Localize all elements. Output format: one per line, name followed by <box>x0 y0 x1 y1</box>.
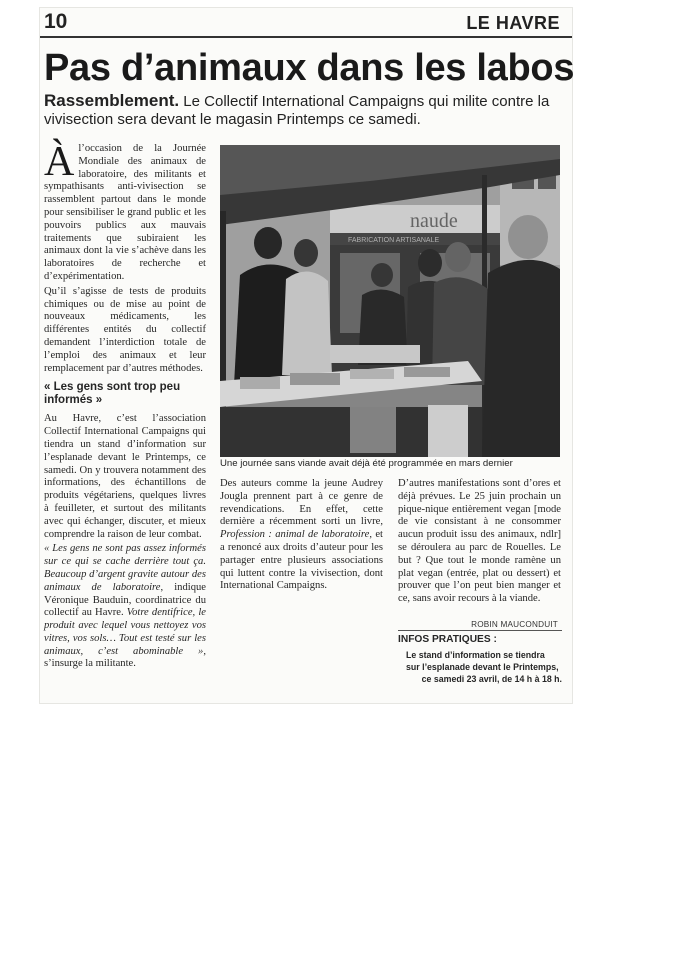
quote-1: « Les gens ne sont pas assez informés sur ce qui se cache derrière tout ça. Beaucoup d’argent gravite autour des animaux de laboratoire <box>44 543 206 593</box>
market-stall-photo <box>220 145 560 457</box>
kicker: Rassemblement. <box>44 91 180 110</box>
shop-sign: naude <box>410 210 458 232</box>
paragraph-2: Qu’il s’agisse de tests de produits chimiques ou de mise au point de nouveaux médicaments, les différentes entités du collectif demandent l’interdiction totale de l’emploi des animaux et leur remplacement par d’autres méthodes. <box>44 285 206 374</box>
standfirst-text: Le Collectif International Campaigns qui milite contre la vivisection sera devant le magasin Printemps ce samedi. <box>44 93 550 128</box>
info-line-3: ce samedi 23 avril, de 14 h à 18 h. <box>421 674 562 684</box>
quote-1-attribution: , indique Véronique Bauduin, coordinatrice du collectif au Havre. <box>44 581 206 619</box>
column-3 <box>398 478 561 608</box>
subheading: « Les gens sont trop peu informés » <box>44 381 181 407</box>
paragraph-quote <box>44 543 206 671</box>
paragraph-intro-text: l’occasion de la Journée Mondiale des animaux de laboratoire, des militants et sympathisants anti-vivisection se rassemblent partout dans le monde pour sensibiliser le grand public et les pouvoirs publics aux mauvais traitements que subiraient les animaux dont la vie s’achève dans les laboratoires de recherche et d’expérimentation. <box>44 143 206 282</box>
column-1 <box>44 139 206 673</box>
info-title: INFOS PRATIQUES : <box>398 634 497 645</box>
shop-band: FABRICATION ARTISANALE <box>348 237 440 244</box>
column-2 <box>220 478 383 595</box>
paragraph-4 <box>220 478 383 593</box>
paragraph-5: D’autres manifestations sont d’ores et déjà prévues. Le 25 juin prochain un pique-nique entièrement vegan [mode de vie consistant à ne consommer aucun produit issu des animaux, ndlr] se déroulera au parc de Rouelles. Le but ? Que tout le monde ramène un plat vegan (entrée, plat ou dessert) et prouver que l’on peut bien manger et ce, sans avoir recours à la viande. <box>398 478 561 605</box>
newspaper-clipping <box>40 8 575 703</box>
photo-caption: Une journée sans viande avait déjà été programmée en mars dernier <box>220 458 513 469</box>
info-box <box>398 634 562 685</box>
article-photo <box>220 145 560 457</box>
paragraph-4-text: Des auteurs comme la jeune Audrey Jougla prennent part à ce genre de revendications. En effet, cette dernière a récemment sorti un livre, <box>220 478 383 528</box>
info-body <box>398 649 562 685</box>
paragraph-3: Au Havre, c’est l’association Collectif International Campaigns qui tiendra un stand d’information sur l’esplanade devant le Printemps, ce samedi. On y trouvera notamment des informations, des échantillons de produits végétariens, quelques livres à feuilleter, et surtout des militants avec qui échanger, discuter, et mieux comprendre la raison de leur combat. <box>44 413 206 540</box>
standfirst <box>44 92 564 129</box>
byline: ROBIN MAUCONDUIT <box>471 620 558 629</box>
info-line-2: sur l’esplanade devant le Printemps, <box>406 662 559 672</box>
byline-rule <box>398 630 562 631</box>
section-name: LE HAVRE <box>466 13 560 33</box>
drop-cap: À <box>44 139 75 185</box>
book-title: Profession : animal de laboratoire <box>220 529 370 541</box>
header-rule <box>40 36 572 38</box>
info-line-1: Le stand d’information se tiendra <box>406 650 545 660</box>
paragraph-4-end: , et a renoncé aux droits d’auteur pour les partager entre plusieurs associations qui luttent contre la vivisection, dont International Campaigns. <box>220 529 383 592</box>
page-header <box>40 8 572 36</box>
headline: Pas d’animaux dans les labos <box>44 47 575 89</box>
paragraph-intro <box>44 139 206 284</box>
quote-2-attribution: , s’insurge la militante. <box>44 645 206 670</box>
page-number: 10 <box>44 10 68 33</box>
quote-2: Votre dentifrice, le produit avec lequel vous nettoyez vos vitres, vos sols… Tout est testé sur les animaux, c’est abominable » <box>44 607 206 657</box>
